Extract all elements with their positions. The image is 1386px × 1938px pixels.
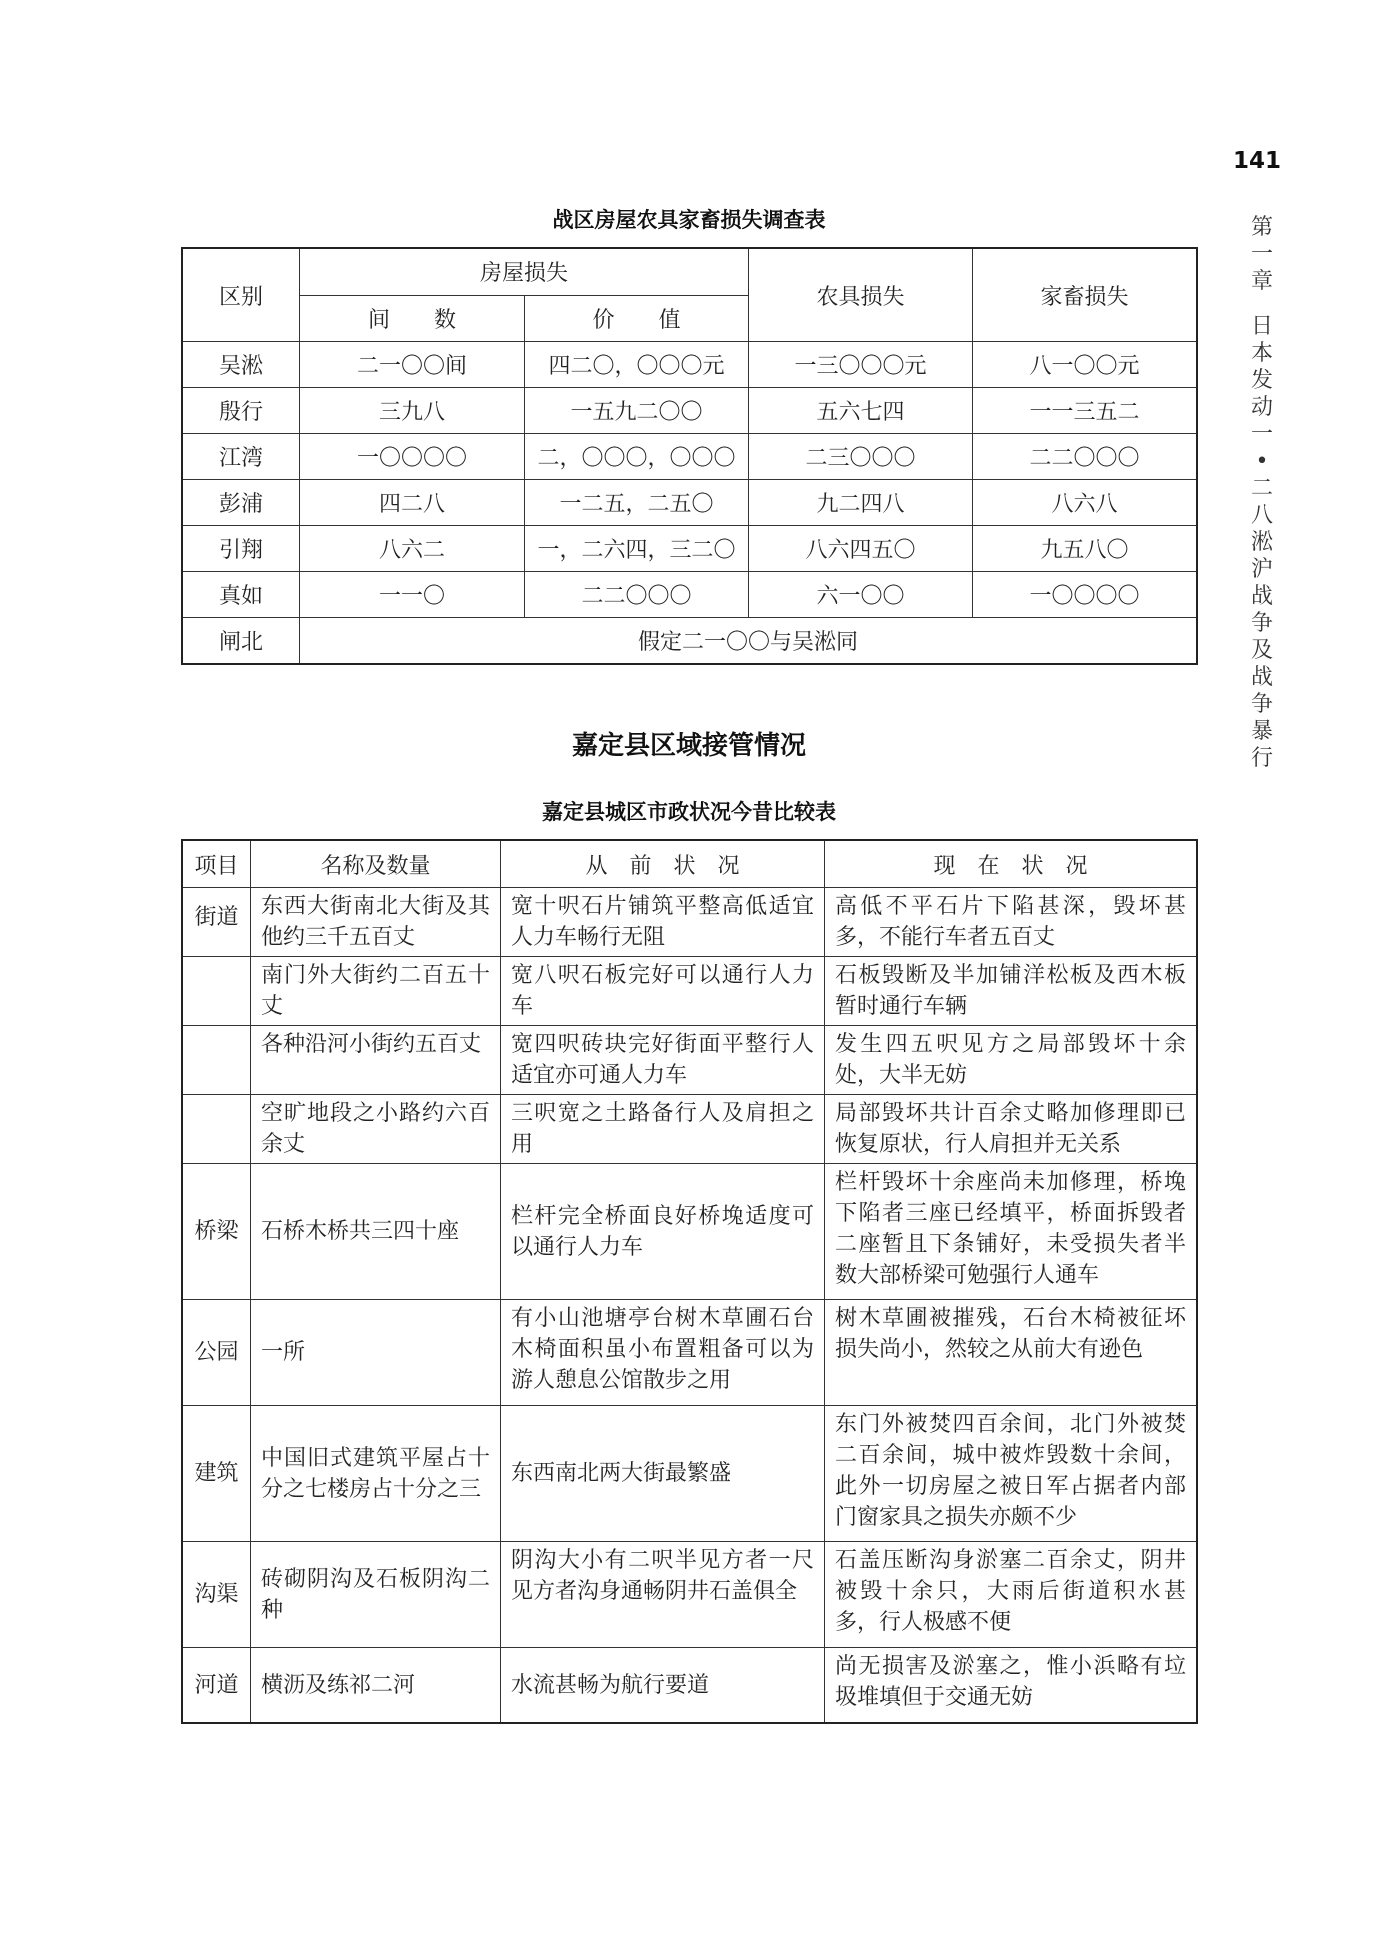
rooms-cell: 八六二	[300, 526, 525, 572]
table-row	[183, 1026, 1197, 1095]
header-char: 二	[1250, 476, 1273, 501]
now-cell: 尚无损害及淤塞之，惟小浜略有垃圾堆填但于交通无妨	[825, 1648, 1197, 1723]
civic-comparison-table	[182, 840, 1197, 1723]
header-char: •	[1255, 449, 1269, 474]
note-cell: 假定二一〇〇与吴淞同	[300, 618, 1197, 664]
loss-survey-table	[182, 248, 1197, 664]
before-cell: 阴沟大小有二呎半见方者一尺见方者沟身通畅阴井石盖俱全	[501, 1542, 825, 1648]
before-cell: 水流甚畅为航行要道	[501, 1648, 825, 1723]
table-row	[183, 434, 1197, 480]
before-cell: 三呎宽之土路备行人及肩担之用	[501, 1095, 825, 1164]
header-value: 价 值	[525, 295, 749, 342]
name-cell: 一所	[251, 1300, 501, 1406]
district-cell: 殷行	[183, 388, 300, 434]
header-char: 争	[1250, 692, 1273, 717]
header-item: 项目	[183, 841, 251, 888]
before-cell: 宽四呎砖块完好街面平整行人适宜亦可通人力车	[501, 1026, 825, 1095]
category-cell: 建筑	[183, 1406, 251, 1542]
district-cell: 真如	[183, 572, 300, 618]
district-cell: 闸北	[183, 618, 300, 664]
table-row	[183, 388, 1197, 434]
name-cell: 东西大街南北大街及其他约三千五百丈	[251, 888, 501, 957]
before-cell: 栏杆完全桥面良好桥堍适度可以通行人力车	[501, 1164, 825, 1300]
table-row	[183, 572, 1197, 618]
header-house-loss: 房屋损失	[300, 249, 749, 296]
category-cell: 桥梁	[183, 1164, 251, 1300]
before-cell: 宽十呎石片铺筑平整高低适宜人力车畅行无阻	[501, 888, 825, 957]
header-char: 及	[1250, 638, 1273, 663]
header-char: 八	[1250, 503, 1273, 528]
header-now: 现 在 状 况	[825, 841, 1197, 888]
header-district: 区别	[183, 249, 300, 342]
livestock-cell: 一〇〇〇〇	[973, 572, 1197, 618]
table-row	[183, 480, 1197, 526]
header-gap	[1244, 295, 1280, 313]
livestock-cell: 二二〇〇〇	[973, 434, 1197, 480]
before-cell: 有小山池塘亭台树木草圃石台木椅面积虽小布置粗备可以为游人憩息公馆散步之用	[501, 1300, 825, 1406]
table-row	[183, 618, 1197, 664]
header-char: 发	[1250, 368, 1273, 393]
page-number: 141	[1233, 148, 1282, 174]
now-cell: 高低不平石片下陷甚深，毁坏甚多，不能行车者五百丈	[825, 888, 1197, 957]
header-char: 本	[1250, 341, 1273, 366]
table-row	[183, 526, 1197, 572]
now-cell: 树木草圃被摧残，石台木椅被征坏损失尚小，然较之从前大有逊色	[825, 1300, 1197, 1406]
header-char: 第	[1250, 215, 1273, 240]
name-cell: 砖砌阴沟及石板阴沟二种	[251, 1542, 501, 1648]
header-before: 从 前 状 况	[501, 841, 825, 888]
name-cell: 各种沿河小街约五百丈	[251, 1026, 501, 1095]
now-cell: 东门外被焚四百余间，北门外被焚二百余间，城中被炸毁数十余间，此外一切房屋之被日军占据者内部门窗家具之损失亦颇不少	[825, 1406, 1197, 1542]
tools-cell: 五六七四	[749, 388, 973, 434]
value-cell: 一五九二〇〇	[525, 388, 749, 434]
table-row	[183, 1648, 1197, 1723]
table-row	[183, 1300, 1197, 1406]
name-cell: 石桥木桥共三四十座	[251, 1164, 501, 1300]
table-row	[183, 888, 1197, 957]
category-cell: 街道	[183, 888, 251, 957]
table-row	[183, 1164, 1197, 1300]
header-livestock-loss: 家畜损失	[973, 249, 1197, 342]
tools-cell: 六一〇〇	[749, 572, 973, 618]
header-char: 动	[1250, 395, 1273, 420]
name-cell: 横沥及练祁二河	[251, 1648, 501, 1723]
header-char: 行	[1250, 746, 1273, 771]
tools-cell: 八六四五〇	[749, 526, 973, 572]
header-char: 章	[1250, 269, 1273, 294]
category-cell: 河道	[183, 1648, 251, 1723]
header-char: 战	[1250, 584, 1273, 609]
value-cell: 一，二六四，三二〇	[525, 526, 749, 572]
category-cell	[183, 957, 251, 1026]
category-cell	[183, 1095, 251, 1164]
district-cell: 吴淞	[183, 342, 300, 388]
table-row	[183, 1406, 1197, 1542]
header-char: 沪	[1250, 557, 1273, 582]
tools-cell: 一三〇〇〇元	[749, 342, 973, 388]
value-cell: 一二五，二五〇	[525, 480, 749, 526]
livestock-cell: 八六八	[973, 480, 1197, 526]
district-cell: 江湾	[183, 434, 300, 480]
table-row	[183, 957, 1197, 1026]
before-cell: 东西南北两大街最繁盛	[501, 1406, 825, 1542]
header-char: 争	[1250, 611, 1273, 636]
running-header	[1244, 214, 1280, 772]
district-cell: 引翔	[183, 526, 300, 572]
rooms-cell: 一〇〇〇〇	[300, 434, 525, 480]
rooms-cell: 二一〇〇间	[300, 342, 525, 388]
district-cell: 彭浦	[183, 480, 300, 526]
now-cell: 发生四五呎见方之局部毁坏十余处，大半无妨	[825, 1026, 1197, 1095]
name-cell: 南门外大街约二百五十丈	[251, 957, 501, 1026]
livestock-cell: 九五八〇	[973, 526, 1197, 572]
header-char: 战	[1250, 665, 1273, 690]
now-cell: 石盖压断沟身淤塞二百余丈，阴井被毁十余只，大雨后街道积水甚多，行人极感不便	[825, 1542, 1197, 1648]
table-row	[183, 342, 1197, 388]
name-cell: 中国旧式建筑平屋占十分之七楼房占十分之三	[251, 1406, 501, 1542]
loss-table-caption: 战区房屋农具家畜损失调查表	[552, 208, 826, 232]
rooms-cell: 一一〇	[300, 572, 525, 618]
header-char: 暴	[1250, 719, 1273, 744]
table-row	[183, 1095, 1197, 1164]
section-title: 嘉定县区域接管情况	[571, 731, 806, 761]
civic-table-caption: 嘉定县城区市政状况今昔比较表	[542, 800, 836, 824]
now-cell: 石板毁断及半加铺洋松板及西木板暂时通行车辆	[825, 957, 1197, 1026]
table-row	[183, 1542, 1197, 1648]
header-char: 一	[1250, 242, 1273, 267]
value-cell: 四二〇，〇〇〇元	[525, 342, 749, 388]
value-cell: 二二〇〇〇	[525, 572, 749, 618]
livestock-cell: 八一〇〇元	[973, 342, 1197, 388]
now-cell: 局部毁坏共计百余丈略加修理即已恢复原状，行人肩担并无关系	[825, 1095, 1197, 1164]
tools-cell: 九二四八	[749, 480, 973, 526]
header-char: 淞	[1250, 530, 1273, 555]
category-cell: 公园	[183, 1300, 251, 1406]
before-cell: 宽八呎石板完好可以通行人力车	[501, 957, 825, 1026]
tools-cell: 二三〇〇〇	[749, 434, 973, 480]
header-char: 一	[1250, 422, 1273, 447]
value-cell: 二，〇〇〇，〇〇〇	[525, 434, 749, 480]
rooms-cell: 三九八	[300, 388, 525, 434]
category-cell	[183, 1026, 251, 1095]
name-cell: 空旷地段之小路约六百余丈	[251, 1095, 501, 1164]
rooms-cell: 四二八	[300, 480, 525, 526]
category-cell: 沟渠	[183, 1542, 251, 1648]
header-tool-loss: 农具损失	[749, 249, 973, 342]
now-cell: 栏杆毁坏十余座尚未加修理，桥堍下陷者三座已经填平，桥面拆毁者二座暂且下条铺好，未受损失者半数大部桥梁可勉强行人通车	[825, 1164, 1197, 1300]
header-name: 名称及数量	[251, 841, 501, 888]
header-rooms: 间 数	[300, 295, 525, 342]
livestock-cell: 一一三五二	[973, 388, 1197, 434]
header-char: 日	[1250, 314, 1273, 339]
